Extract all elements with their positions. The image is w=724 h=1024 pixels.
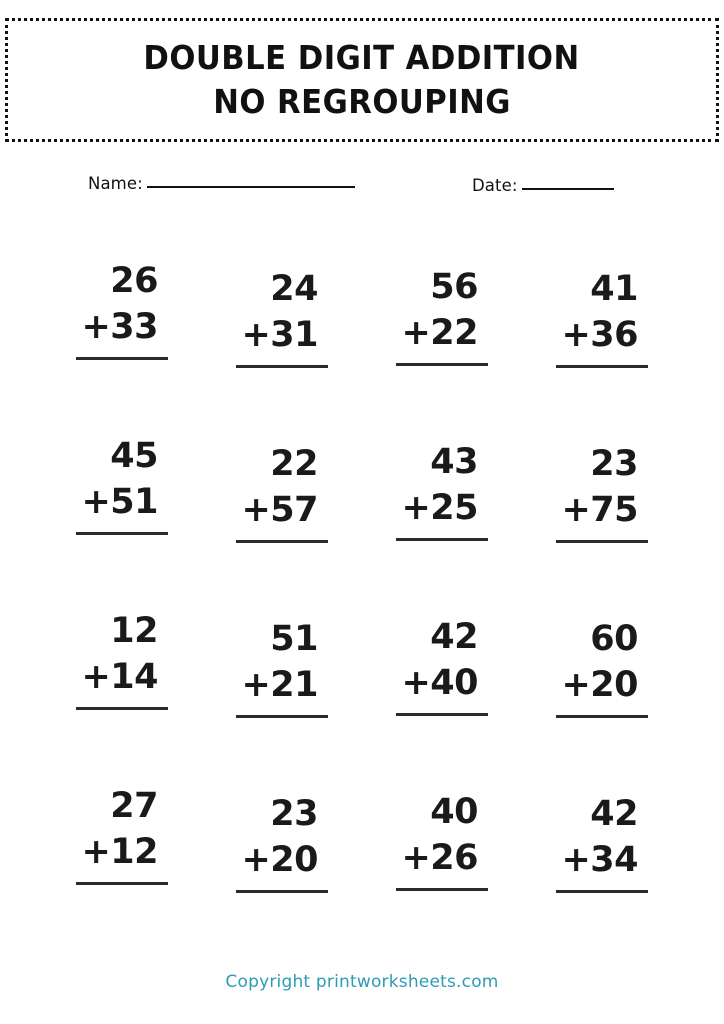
addend-top: 42 [590,794,638,834]
problem-row [0,258,724,433]
addend-top: 40 [430,792,478,832]
addend-bottom: +12 [81,832,158,873]
addend-bottom: +33 [81,307,158,348]
problem-cell [48,258,170,360]
answer-line[interactable] [236,890,328,893]
problem-cell [48,433,170,535]
addend-top: 23 [590,444,638,484]
problem-cell [208,266,330,368]
date-input-rule[interactable] [522,188,614,190]
problem-cell [208,441,330,543]
page-title-line-1: DOUBLE DIGIT ADDITION [143,38,581,78]
answer-line[interactable] [76,357,168,360]
addend-bottom: +20 [561,665,638,706]
addend-top: 41 [590,269,638,309]
answer-line[interactable] [76,707,168,710]
student-info-row [0,172,724,204]
problem-cell [368,789,490,891]
answer-line[interactable] [556,715,648,718]
problem-cell [528,616,650,718]
problem-cell [208,791,330,893]
answer-line[interactable] [396,888,488,891]
addend-top: 51 [270,619,318,659]
date-label: Date: [472,176,518,195]
problems-grid [0,258,724,958]
addend-bottom: +21 [241,665,318,706]
problem-row [0,608,724,783]
answer-line[interactable] [236,540,328,543]
problem-cell [368,614,490,716]
problem-cell [208,616,330,718]
page-title-line-2: NO REGROUPING [213,82,511,121]
addend-top: 45 [110,436,158,476]
problem-cell [48,608,170,710]
addend-bottom: +22 [401,313,478,354]
title-box [5,18,719,142]
problem-row [0,783,724,958]
problem-cell [528,791,650,893]
addend-top: 12 [110,611,158,651]
name-label: Name: [88,174,143,193]
addend-top: 60 [590,619,638,659]
answer-line[interactable] [396,538,488,541]
addend-bottom: +14 [81,657,158,698]
problem-cell [528,441,650,543]
name-input-rule[interactable] [147,186,355,188]
answer-line[interactable] [556,365,648,368]
addend-top: 56 [430,267,478,307]
problem-cell [368,439,490,541]
answer-line[interactable] [76,532,168,535]
addend-top: 42 [430,617,478,657]
footer [0,972,724,992]
addend-bottom: +36 [561,315,638,356]
problem-row [0,433,724,608]
name-field[interactable] [88,174,355,193]
copyright-text: Copyright printworksheets.com [225,972,499,992]
problem-cell [368,264,490,366]
answer-line[interactable] [76,882,168,885]
addend-top: 43 [430,442,478,482]
problem-cell [48,783,170,885]
addend-bottom: +51 [81,482,158,523]
answer-line[interactable] [556,890,648,893]
addend-top: 26 [110,261,158,301]
answer-line[interactable] [396,713,488,716]
addend-bottom: +57 [241,490,318,531]
addend-top: 22 [270,444,318,484]
addend-top: 24 [270,269,318,309]
answer-line[interactable] [236,715,328,718]
date-field[interactable] [472,176,614,195]
addend-bottom: +75 [561,490,638,531]
addend-bottom: +40 [401,663,478,704]
answer-line[interactable] [236,365,328,368]
addend-bottom: +31 [241,315,318,356]
answer-line[interactable] [556,540,648,543]
addend-top: 23 [270,794,318,834]
addend-bottom: +26 [401,838,478,879]
addend-top: 27 [110,786,158,826]
addend-bottom: +20 [241,840,318,881]
addend-bottom: +25 [401,488,478,529]
addend-bottom: +34 [561,840,638,881]
problem-cell [528,266,650,368]
answer-line[interactable] [396,363,488,366]
